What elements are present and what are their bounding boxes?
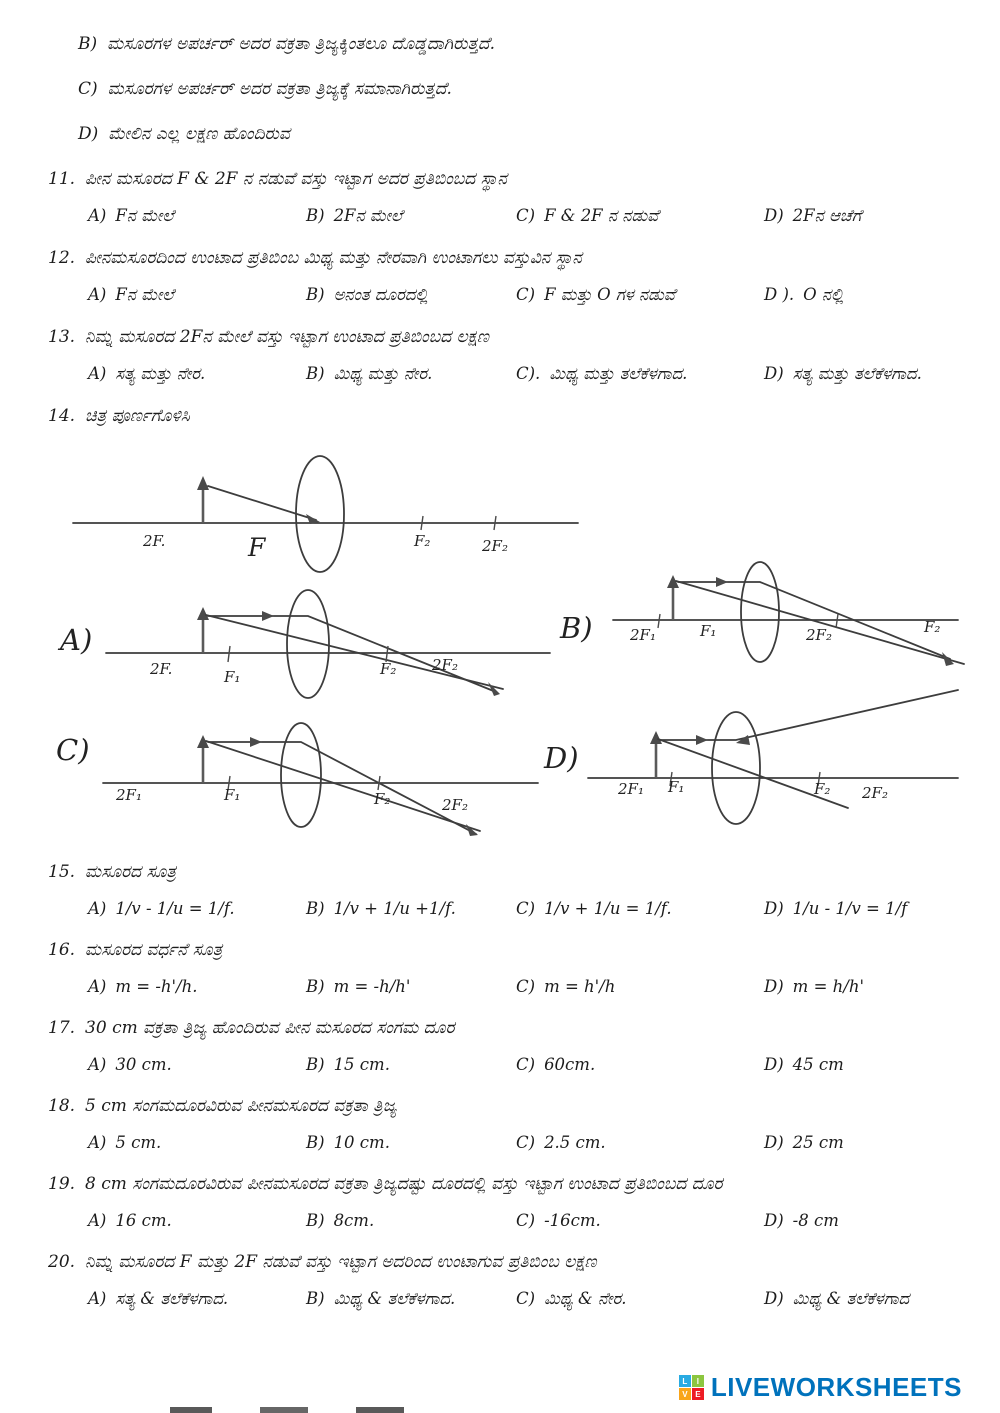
question-number: 12. [48,248,76,268]
option-label: A) [88,1211,107,1230]
answer-option [78,34,970,54]
option-text: 1/u - 1/v = 1/f [792,899,908,918]
focus-tick [494,516,496,530]
question-number: 13. [48,327,76,347]
option-label: C) [516,1055,536,1074]
option-label: B) [78,34,98,54]
answer-option [516,285,764,305]
question-number: 18. [48,1096,76,1116]
ray-direction-arrow [696,735,708,745]
option-label: A) [88,1289,107,1308]
logo-square-yellow: V [679,1388,691,1400]
answer-option [78,79,970,99]
diagram-a [57,590,550,698]
option-label: D) [764,1211,784,1230]
answer-option [764,1133,970,1152]
logo-square-blue: L [679,1375,691,1387]
object-arrowhead [197,607,209,620]
axis-label: F₂ [924,618,941,636]
question-text: ಪೀನ ಮಸೂರದ F & 2F ನ ನಡುವೆ ವಸ್ತು ಇಟ್ಟಾಗ ಅದರ ಪ್ರತಿಬಿಂಬದ ಸ್ಥಾನ [85,169,507,189]
question-18-options [88,1133,970,1152]
axis-label: F₁ [668,778,685,796]
option-label: B) [306,364,325,383]
question-12-options [88,285,970,305]
option-text: ಸತ್ಯ ಮತ್ತು ತಲೆಕೆಳಗಾದ. [792,364,922,383]
axis-label: F₁ [224,786,241,804]
option-text: 1/v + 1/u +1/f. [333,899,456,918]
question-15 [48,862,970,882]
option-text: -8 cm [792,1211,839,1230]
question-14 [48,406,970,426]
option-text: Fನ ಮೇಲೆ [115,206,174,225]
option-text: ಮಸೂರಗಳ ಅಪರ್ಚರ್ ಅದರ ವಕ್ರತಾ ತ್ರಿಜ್ಯಕ್ಕೆ ಸಮಾನಾಗಿರುತ್ತದೆ. [107,79,452,99]
diagram-top [73,456,578,572]
diagram-tag: C) [56,733,90,767]
question-20-options [88,1289,970,1309]
option-label: A) [88,1055,107,1074]
axis-label: F [248,533,266,562]
option-text: 8cm. [333,1211,375,1230]
answer-option [516,977,764,996]
axis-label: F₂ [380,660,397,678]
option-text: -16cm. [544,1211,601,1230]
option-text: ಮಿಥ್ಯ & ತಲೆಕೆಳಗಾದ. [333,1289,456,1308]
answer-option [516,1211,764,1230]
option-label: D) [764,1133,784,1152]
axis-label: 2F. [150,660,173,678]
option-text: ಮಿಥ್ಯ ಮತ್ತು ನೇರ. [333,364,433,383]
option-text: 2Fನ ಆಚೆಗೆ [792,206,862,225]
option-text: 10 cm. [333,1133,390,1152]
object-arrowhead [650,731,662,744]
option-text: m = -h/h' [333,977,411,996]
question-11-options [88,206,970,226]
option-label: B) [306,1211,325,1230]
brand-wordmark: LIVEWORKSHEETS [710,1372,962,1402]
focus-tick [421,516,423,530]
footer [679,1372,962,1403]
option-label: D ). [764,285,795,304]
option-text: 5 cm. [115,1133,162,1152]
question-16 [48,940,970,960]
answer-option [764,206,970,226]
focus-tick [836,614,838,628]
option-text: 60cm. [544,1055,596,1074]
option-label: D) [764,364,784,383]
option-text: m = -h'/h. [115,977,198,996]
ray-direction-arrow [716,577,728,587]
option-label: B) [306,1289,325,1308]
question-11 [48,169,970,189]
diagram-tag: B) [560,611,593,645]
answer-option [306,899,516,918]
question-number: 19. [48,1174,76,1194]
axis-label: F₂ [414,532,431,550]
answer-option [516,364,764,384]
answer-option [516,899,764,918]
option-text: ಸತ್ಯ & ತಲೆಕೆಳಗಾದ. [115,1289,229,1308]
question-text: ಮಸೂರದ ಸೂತ್ರ [85,862,177,882]
question-13 [48,327,970,347]
answer-option [88,1133,306,1152]
axis-label: 2F₁ [116,786,142,804]
answer-option [306,1133,516,1152]
answer-option [88,1055,306,1074]
option-text: F ಮತ್ತು O ಗಳ ನಡುವೆ [544,285,676,304]
question-number: 15. [48,862,76,882]
ray-direction-arrow [262,611,274,621]
logo-square-green: I [692,1375,704,1387]
option-label: A) [88,1133,107,1152]
question-text: ಚಿತ್ರ ಪೂರ್ಣಗೊಳಿಸಿ [85,406,190,426]
answer-option [306,1055,516,1074]
question-19-options [88,1211,970,1230]
diagram-tag: D) [544,741,579,775]
option-text: ಸತ್ಯ ಮತ್ತು ನೇರ. [115,364,206,383]
question-18 [48,1096,970,1116]
parallel-ray [208,616,496,692]
question-15-options [88,899,970,918]
axis-label: 2F₂ [806,626,832,644]
answer-option [516,1133,764,1152]
answer-option [306,364,516,384]
option-label: B) [306,285,325,304]
axis-label: F₂ [374,790,391,808]
answer-option [306,1211,516,1230]
option-label: B) [306,899,325,918]
axis-label: 2F. [143,532,166,550]
option-text: 25 cm [792,1133,844,1152]
question-number: 14. [48,406,76,426]
option-label: B) [306,977,325,996]
option-label: D) [764,977,784,996]
incident-ray [208,486,316,520]
option-label: C) [516,1211,536,1230]
answer-option [88,977,306,996]
axis-label: F₁ [700,622,717,640]
question-20 [48,1252,970,1272]
question-12 [48,248,970,268]
answer-option [306,1289,516,1309]
center-ray [676,581,964,664]
question-text: 30 cm ವಕ್ರತಾ ತ್ರಿಜ್ಯ ಹೊಂದಿರುವ ಪೀನ ಮಸೂರದ ಸಂಗಮ ದೂರ [85,1018,455,1038]
center-ray [206,741,480,831]
option-label: D) [78,124,99,144]
option-label: C) [78,79,98,99]
option-text: 2.5 cm. [544,1133,606,1152]
axis-label: 2F₂ [442,796,468,814]
option-label: C). [516,364,541,383]
option-text: 1/v - 1/u = 1/f. [115,899,235,918]
answer-option [764,1211,970,1230]
answer-option [306,977,516,996]
question-number: 17. [48,1018,76,1038]
lens-ellipse [281,723,321,827]
option-label: C) [516,977,536,996]
option-label: A) [88,285,107,304]
ray-diagrams [48,438,970,840]
question-number: 11. [48,169,76,189]
option-text: ಮಿಥ್ಯ ಮತ್ತು ತಲೆಕೆಳಗಾದ. [549,364,688,383]
question-17-options [88,1055,970,1074]
option-text: F & 2F ನ ನಡುವೆ [544,206,659,225]
question-13-options [88,364,970,384]
option-text: ಮಿಥ್ಯ & ತಲೆಕೆಳಗಾದ [792,1289,910,1308]
option-text: 30 cm. [115,1055,172,1074]
question-text: 5 cm ಸಂಗಮದೂರವಿರುವ ಪೀನಮಸೂರದ ವಕ್ರತಾ ತ್ರಿಜ್ಯ [85,1096,397,1116]
lens-ellipse [296,456,344,572]
question-17 [48,1018,970,1038]
scan-artifact [170,1407,470,1413]
question-number: 20. [48,1252,76,1272]
answer-option [88,285,306,305]
option-label: D) [764,899,784,918]
diagram-b [559,562,964,666]
option-text: O ನಲ್ಲಿ [803,285,844,304]
option-label: C) [516,1133,536,1152]
axis-label: 2F₁ [630,626,656,644]
option-label: A) [88,364,107,383]
option-label: A) [88,899,107,918]
option-label: C) [516,899,536,918]
answer-option [78,124,970,144]
focus-tick [228,646,230,662]
axis-label: 2F₂ [482,537,508,555]
answer-option [516,206,764,226]
focus-tick [658,614,660,628]
question-text: ನಿಮ್ನ ಮಸೂರದ 2Fನ ಮೇಲೆ ವಸ್ತು ಇಟ್ಟಾಗ ಉಂಟಾದ ಪ್ರತಿಬಿಂಬದ ಲಕ್ಷಣ [85,327,489,347]
answer-option [516,1055,764,1074]
axis-label: F₂ [814,780,831,798]
option-label: B) [306,1133,325,1152]
option-text: 1/v + 1/u = 1/f. [544,899,672,918]
option-text: 15 cm. [333,1055,390,1074]
question-16-options [88,977,970,996]
answer-option [764,1055,970,1074]
diagram-d [543,690,958,824]
option-text: 16 cm. [115,1211,172,1230]
option-text: Fನ ಮೇಲೆ [115,285,174,304]
ray-diagrams-svg [48,438,968,840]
question-19 [48,1174,970,1194]
center-ray [206,615,503,689]
axis-label: F₁ [224,668,241,686]
axis-label: 2F₂ [432,656,458,674]
option-label: B) [306,206,325,225]
diagram-tag: A) [60,623,93,657]
answer-option [516,1289,764,1309]
option-label: C) [516,285,536,304]
answer-option [88,206,306,226]
answer-option [88,899,306,918]
option-text: 45 cm [792,1055,844,1074]
answer-option [88,364,306,384]
focus-tick [378,776,380,790]
option-text: ಅನಂತ ದೂರದಲ್ಲಿ [333,285,428,304]
ray-direction-arrow [250,737,262,747]
option-label: A) [88,977,107,996]
option-label: D) [764,1055,784,1074]
option-label: B) [306,1055,325,1074]
answer-option [306,285,516,305]
diverging-ray [660,690,958,740]
answer-option [764,285,970,305]
question-text: ಮಸೂರದ ವರ್ಧನೆ ಸೂತ್ರ [85,940,223,960]
option-text: m = h'/h [544,977,616,996]
axis-label: 2F₁ [618,780,644,798]
option-label: D) [764,1289,784,1308]
intro-options [78,34,970,144]
lens-ellipse [741,562,779,662]
answer-option [88,1211,306,1230]
object-arrowhead [197,476,209,490]
option-text: m = h/h' [792,977,864,996]
question-text: ನಿಮ್ನ ಮಸೂರದ F ಮತ್ತು 2F ನಡುವೆ ವಸ್ತು ಇಟ್ಟಾಗ ಅದರಿಂದ ಉಂಟಾಗುವ ಪ್ರತಿಬಿಂಬ ಲಕ್ಷಣ [85,1252,597,1272]
liveworksheets-link[interactable] [679,1372,962,1403]
diagram-c [56,723,538,836]
option-label: A) [88,206,107,225]
option-text: ಮಸೂರಗಳ ಅಪರ್ಚರ್ ಅದರ ವಕ್ರತಾ ತ್ರಿಜ್ಯಕ್ಕಿಂತಲೂ ದೊಡ್ಡದಾಗಿರುತ್ತದೆ. [107,34,496,54]
option-label: C) [516,206,536,225]
option-label: C) [516,1289,536,1308]
logo-square-red: E [692,1388,704,1400]
axis-label: 2F₂ [862,784,888,802]
question-text: 8 cm ಸಂಗಮದೂರವಿರುವ ಪೀನಮಸೂರದ ವಕ್ರತಾ ತ್ರಿಜ್ಯದಷ್ಟು ದೂರದಲ್ಲಿ ವಸ್ತು ಇಟ್ಟಾಗ ಉಂಟಾದ ಪ್ರತಿಬಿಂಬದ ದೂರ [85,1174,723,1194]
answer-option [764,899,970,918]
answer-option [764,1289,970,1309]
answer-option [764,364,970,384]
answer-option [88,1289,306,1309]
answer-option [764,977,970,996]
liveworksheets-logo-icon [679,1375,704,1400]
answer-option [306,206,516,226]
question-number: 16. [48,940,76,960]
option-text: ಮೇಲಿನ ಎಲ್ಲ ಲಕ್ಷಣ ಹೊಂದಿರುವ [108,124,290,144]
option-text: ಮಿಥ್ಯ & ನೇರ. [544,1289,627,1308]
option-text: 2Fನ ಮೇಲೆ [333,206,403,225]
option-label: D) [764,206,784,225]
question-text: ಪೀನಮಸೂರದಿಂದ ಉಂಟಾದ ಪ್ರತಿಬಿಂಬ ಮಿಥ್ಯ ಮತ್ತು ನೇರವಾಗಿ ಉಂಟಾಗಲು ವಸ್ತುವಿನ ಸ್ಥಾನ [85,248,582,268]
